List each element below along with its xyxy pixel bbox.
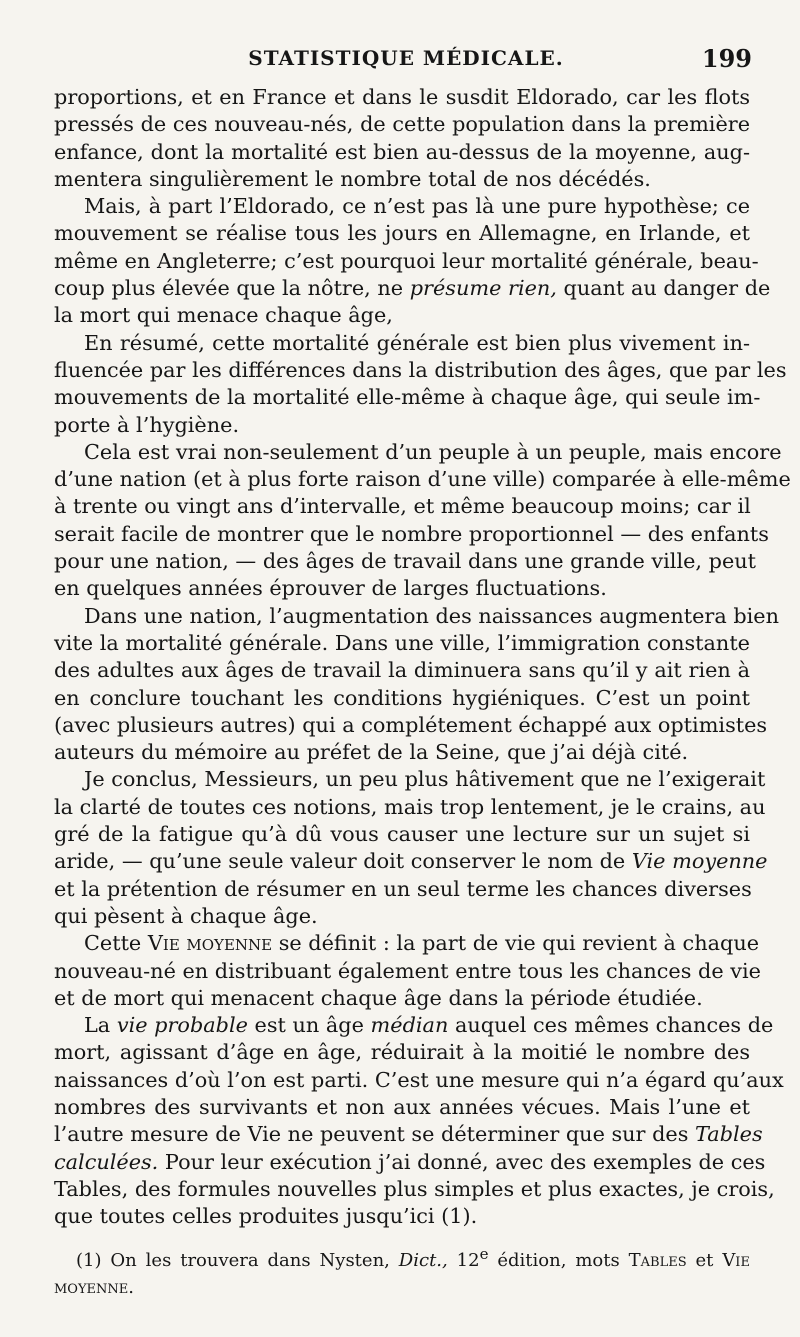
main-text [54, 84, 791, 1230]
italic-phrase: calculées. [54, 1149, 159, 1174]
text-run: aride, — qu’une seule valeur doit conserver le nom de [54, 849, 626, 874]
text-run: On les trouvera dans Nysten, [110, 1250, 390, 1271]
page-number: 199 [701, 44, 752, 73]
small-caps-term: Vie [722, 1250, 750, 1271]
text-line: que toutes celles produites jusqu’ici (1). [54, 1204, 478, 1229]
italic-phrase: Tables [695, 1122, 763, 1147]
superscript: e [479, 1245, 489, 1263]
text-line: (avec plusieurs autres) qui a complétement échappé aux optimistes [54, 712, 768, 737]
text-line: Dans une nation, l’augmentation des naissances augmentera bien [84, 603, 780, 628]
text-line [54, 275, 771, 302]
text-line: auteurs du mémoire au préfet de la Seine, que j’ai déjà cité. [54, 740, 689, 765]
small-caps-term: Tables [628, 1250, 687, 1271]
text-line: à trente ou vingt ans d’intervalle, et même beaucoup moins; car il [54, 494, 751, 519]
text-line: et de mort qui menacent chaque âge dans la période étudiée. [54, 985, 703, 1010]
text-line [54, 930, 760, 957]
text-line: en conclure touchant les conditions hygiéniques. C’est un point [54, 685, 750, 710]
text-run: et [695, 1250, 714, 1271]
text-line [54, 1121, 763, 1148]
text-line: en quelques années éprouver de larges fluctuations. [54, 576, 607, 601]
footnote-marker: (1) [76, 1250, 102, 1271]
text-line: et la prétention de résumer en un seul terme les chances diverses [54, 876, 752, 901]
text-line: même en Angleterre; c’est pourquoi leur mortalité générale, beau- [54, 248, 759, 273]
text-line: naissances d’où l’on est parti. C’est une mesure qui n’a égard qu’aux [54, 1067, 784, 1092]
text-line: Tables, des formules nouvelles plus simples et plus exactes, je crois, [54, 1176, 775, 1201]
italic-phrase: Dict., [398, 1250, 448, 1271]
text-run: édition, mots [497, 1250, 620, 1271]
text-line: serait facile de montrer que le nombre proportionnel — des enfants [54, 521, 769, 546]
text-run: quant au danger de [563, 276, 771, 301]
text-run: auquel ces mêmes chances de [454, 1013, 774, 1038]
text-line: mouvement se réalise tous les jours en Allemagne, en Irlande, et [54, 221, 750, 246]
small-caps-term: Vie moyenne [147, 931, 273, 956]
text-line [54, 1149, 766, 1176]
text-line: Je conclus, Messieurs, un peu plus hâtivement que ne l’exigerait [84, 767, 766, 792]
text-line [54, 848, 768, 875]
text-line [54, 1241, 750, 1274]
italic-phrase: présume rien, [409, 276, 557, 301]
text-line: enfance, dont la mortalité est bien au-dessus de la moyenne, aug- [54, 139, 750, 164]
text-line: des adultes aux âges de travail la diminuera sans qu’il y ait rien à [54, 658, 750, 683]
text-line [54, 1012, 774, 1039]
text-line: la mort qui menace chaque âge, [54, 303, 393, 328]
italic-phrase: Vie moyenne [631, 849, 768, 874]
page-header [60, 44, 752, 80]
text-run: Cette [84, 931, 142, 956]
footnote [54, 1241, 750, 1301]
text-line: mouvements de la mortalité elle-même à chaque âge, qui seule im- [54, 385, 761, 410]
text-line: d’une nation (et à plus forte raison d’une ville) comparée à elle-même [54, 467, 791, 492]
text-line: mentera singulièrement le nombre total de nos décédés. [54, 166, 651, 191]
text-line: vite la mortalité générale. Dans une ville, l’immigration constante [54, 630, 750, 655]
text-line: fluencée par les différences dans la distribution des âges, que par les [54, 357, 787, 382]
text-run: 12 [456, 1250, 480, 1271]
text-line: gré de la fatigue qu’à dû vous causer une lecture sur un sujet si [54, 822, 750, 847]
text-line: qui pèsent à chaque âge. [54, 903, 318, 928]
text-run: coup plus élevée que la nôtre, ne [54, 276, 404, 301]
text-line: nouveau-né en distribuant également entre tous les chances de vie [54, 958, 761, 983]
text-run: La [84, 1013, 111, 1038]
text-line: la clarté de toutes ces notions, mais trop lentement, je le crains, au [54, 794, 766, 819]
running-title: STATISTIQUE MÉDICALE. [248, 46, 564, 70]
text-line: pressés de ces nouveau-nés, de cette population dans la première [54, 112, 750, 137]
text-run: Pour leur exécution j’ai donné, avec des exemples de ces [164, 1149, 766, 1174]
text-line: mort, agissant d’âge en âge, réduirait à la moitié le nombre des [54, 1040, 750, 1065]
text-line: proportions, et en France et dans le susdit Eldorado, car les flots [54, 85, 750, 109]
text-line: pour une nation, — des âges de travail dans une grande ville, peut [54, 549, 757, 574]
italic-phrase: médian [370, 1013, 449, 1038]
text-line: moyenne. [54, 1277, 135, 1298]
text-line: porte à l’hygiène. [54, 412, 240, 437]
text-run: l’autre mesure de Vie ne peuvent se déterminer que sur des [54, 1122, 689, 1147]
text-run: est un âge [254, 1013, 364, 1038]
text-line: Cela est vrai non-seulement d’un peuple à un peuple, mais encore [84, 439, 782, 464]
text-run: se définit : la part de vie qui revient à chaque [278, 931, 760, 956]
text-line: nombres des survivants et non aux années vécues. Mais l’une et [54, 1094, 750, 1119]
text-line: En résumé, cette mortalité générale est bien plus vivement in- [84, 330, 750, 355]
italic-phrase: vie probable [116, 1013, 248, 1038]
text-line: Mais, à part l’Eldorado, ce n’est pas là une pure hypothèse; ce [84, 194, 750, 219]
